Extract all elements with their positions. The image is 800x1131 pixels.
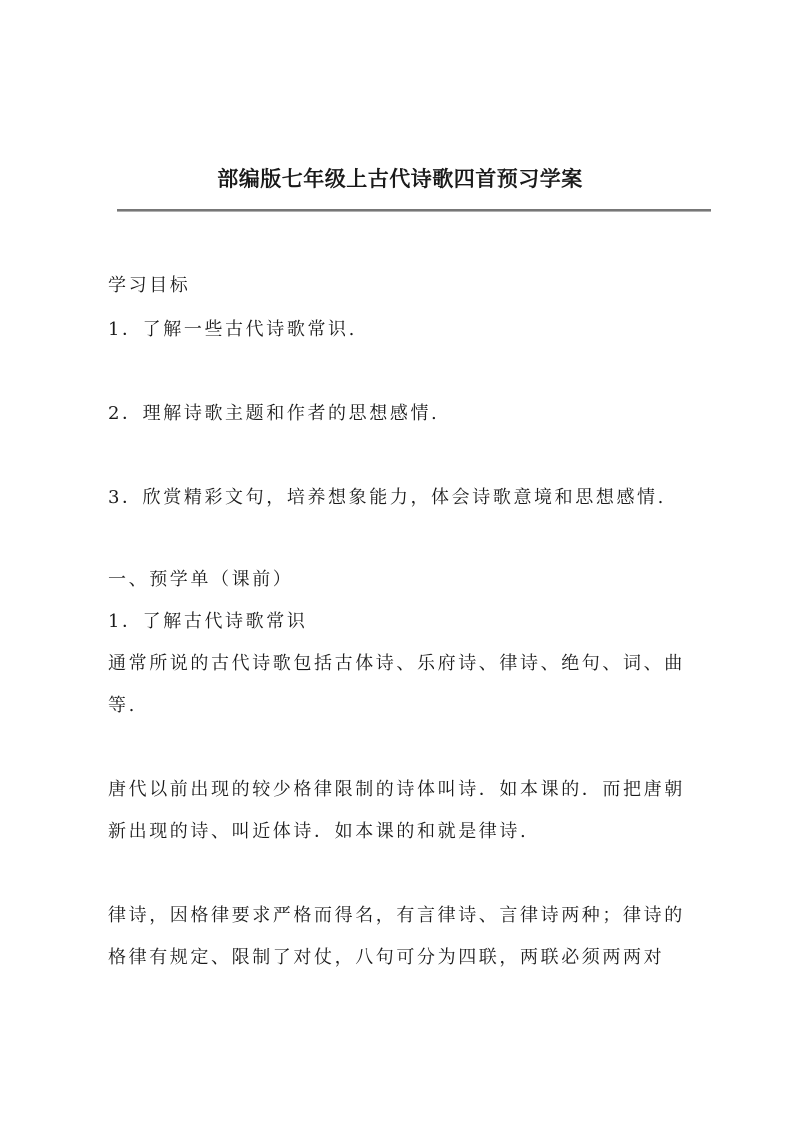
paragraph-3-line-2: 格律有规定、限制了对仗，八句可分为四联，两联必须两两对 bbox=[108, 947, 665, 968]
page-title: 部编版七年级上古代诗歌四首预习学案 bbox=[217, 166, 583, 191]
paragraph-1-line-2: 等. bbox=[108, 695, 137, 716]
paragraph-2-line-2: 新出现的诗、叫近体诗．如本课的和就是律诗. bbox=[108, 821, 529, 842]
paragraph-1-line-1: 通常所说的古代诗歌包括古体诗、乐府诗、律诗、绝句、词、曲 bbox=[108, 653, 685, 674]
paragraph-2-line-1: 唐代以前出现的较少格律限制的诗体叫诗．如本课的．而把唐朝 bbox=[108, 779, 685, 800]
paragraph-3-line-1: 律诗，因格律要求严格而得名，有言律诗、言律诗两种；律诗的 bbox=[108, 905, 685, 926]
objectives-heading: 学习目标 bbox=[108, 275, 191, 296]
objective-item-3: 3．欣赏精彩文句，培养想象能力，体会诗歌意境和思想感情. bbox=[108, 487, 666, 508]
subsection-heading: 1．了解古代诗歌常识 bbox=[108, 611, 308, 632]
section-heading: 一、预学单（课前） bbox=[108, 569, 294, 590]
title-divider bbox=[117, 209, 711, 212]
objective-item-1: 1．了解一些古代诗歌常识. bbox=[108, 319, 357, 340]
objective-item-2: 2．理解诗歌主题和作者的思想感情. bbox=[108, 403, 440, 424]
